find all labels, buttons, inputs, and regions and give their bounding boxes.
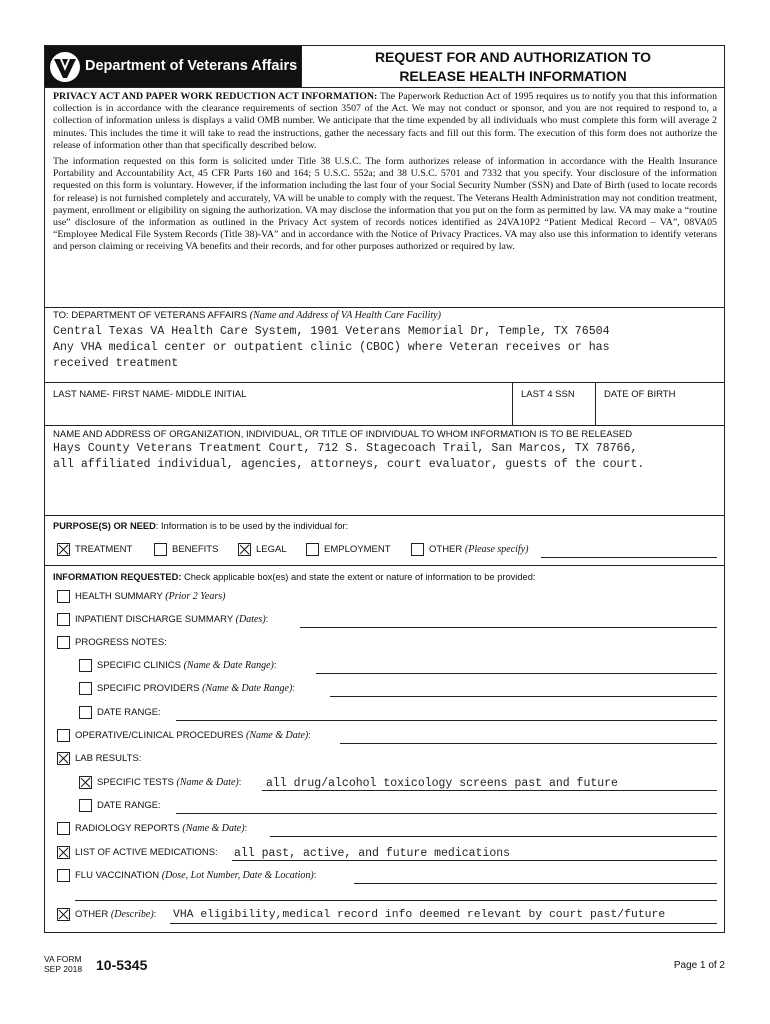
info-heading: INFORMATION REQUESTED: [53, 572, 182, 582]
specific-tests-checkbox[interactable] [79, 776, 92, 789]
specific-tests-text: SPECIFIC TESTS [97, 777, 174, 788]
date-range-1-checkbox[interactable] [79, 706, 92, 719]
operative-hint: (Name & Date) [246, 730, 309, 741]
lab-results-checkbox[interactable] [57, 752, 70, 765]
to-facility-line2[interactable]: Any VHA medical center or outpatient clinic (CBOC) where Veteran receives or has [53, 341, 610, 354]
info-other-label: OTHER (Describe): [75, 909, 157, 920]
name-field[interactable] [44, 382, 513, 426]
date-range-2-label: DATE RANGE: [97, 800, 161, 811]
purpose-text: : Information is to be used by the individual for: [155, 521, 349, 531]
recipient-line2[interactable]: all affiliated individual, agencies, attorneys, court evaluator, guests of the court. [53, 458, 645, 471]
purpose-other-field[interactable] [541, 557, 717, 558]
purpose-other-text: OTHER [429, 544, 463, 555]
agency-name: Department of Veterans Affairs [85, 58, 298, 74]
inpatient-hint: (Dates) [235, 614, 266, 625]
privacy-heading: PRIVACY ACT AND PAPER WORK REDUCTION ACT INFORMATION: [53, 91, 378, 102]
flu-vaccination-field-2[interactable] [75, 900, 717, 901]
info-other-field[interactable]: VHA eligibility,medical record info deemed relevant by court past/future [173, 909, 666, 921]
medications-checkbox[interactable] [57, 846, 70, 859]
specific-providers-text: SPECIFIC PROVIDERS [97, 683, 200, 694]
radiology-checkbox[interactable] [57, 822, 70, 835]
specific-clinics-checkbox[interactable] [79, 659, 92, 672]
to-facility-line1[interactable]: Central Texas VA Health Care System, 1901 Veterans Memorial Dr, Temple, TX 76504 [53, 325, 610, 338]
date-range-1-field[interactable] [176, 720, 717, 721]
inpatient-label: INPATIENT DISCHARGE SUMMARY (Dates): [75, 614, 269, 625]
specific-clinics-field[interactable] [316, 673, 717, 674]
flu-vaccination-field[interactable] [354, 883, 717, 884]
dob-label: DATE OF BIRTH [604, 389, 676, 400]
va-seal-icon [49, 51, 81, 83]
specific-providers-field[interactable] [330, 696, 717, 697]
specific-providers-checkbox[interactable] [79, 682, 92, 695]
purpose-other-checkbox[interactable] [411, 543, 424, 556]
flu-vaccination-hint: (Dose, Lot Number, Date & Location) [161, 870, 314, 881]
operative-checkbox[interactable] [57, 729, 70, 742]
to-label-hint: (Name and Address of VA Health Care Facility) [249, 310, 441, 321]
benefits-checkbox[interactable] [154, 543, 167, 556]
purpose-other-hint: (Please specify) [464, 544, 529, 555]
purpose-heading: PURPOSE(S) OR NEED [53, 521, 156, 531]
privacy-text-1: The Paperwork Reduction Act of 1995 requires us to notify you that this information collection is in accordance with the clearance requirements of section 3507 of the Act. We may not conduct or sponsor, and you are not required to respond to, a collection of information unless is displays a valid OMB number. We anticipate that the time expended by all individuals who must complete this form will average 2 minutes. This includes the time it will take to read the instructions, gather the necessary facts and fill out this form. The execution of this form does not authorize the release of information other than that specifically described below. [53, 91, 718, 151]
info-other-text: OTHER [75, 909, 109, 920]
benefits-label: BENEFITS [172, 544, 219, 555]
legal-label: LEGAL [256, 544, 287, 555]
privacy-paragraph-1 [53, 91, 717, 152]
to-label-text: TO: DEPARTMENT OF VETERANS AFFAIRS [53, 310, 248, 321]
radiology-field[interactable] [270, 836, 717, 837]
purpose-other-label [429, 544, 528, 555]
progress-notes-label: PROGRESS NOTES: [75, 637, 167, 648]
medications-field[interactable]: all past, active, and future medications [234, 847, 511, 860]
header-logo-box [44, 45, 302, 88]
footer-page-number: Page 1 of 2 [673, 960, 725, 971]
ssn-field[interactable] [512, 382, 596, 426]
health-summary-text: HEALTH SUMMARY [75, 591, 163, 602]
specific-tests-line [262, 790, 717, 791]
form-title-line1: REQUEST FOR AND AUTHORIZATION TO [374, 49, 652, 65]
specific-clinics-text: SPECIFIC CLINICS [97, 660, 181, 671]
header-title-box [301, 45, 725, 88]
radiology-label: RADIOLOGY REPORTS (Name & Date): [75, 823, 248, 834]
name-label: LAST NAME- FIRST NAME- MIDDLE INITIAL [53, 389, 247, 400]
footer-form-label-line2: SEP 2018 [44, 964, 83, 974]
flu-vaccination-label: FLU VACCINATION (Dose, Lot Number, Date & Location): [75, 870, 317, 881]
progress-notes-checkbox[interactable] [57, 636, 70, 649]
date-range-2-field[interactable] [176, 813, 717, 814]
specific-tests-label: SPECIFIC TESTS (Name & Date): [97, 777, 242, 788]
info-other-checkbox[interactable] [57, 908, 70, 921]
lab-results-label: LAB RESULTS: [75, 753, 142, 764]
medications-line [232, 860, 717, 861]
flu-vaccination-text: FLU VACCINATION [75, 870, 160, 881]
employment-label: EMPLOYMENT [324, 544, 391, 555]
specific-providers-hint: (Name & Date Range) [202, 683, 293, 694]
inpatient-checkbox[interactable] [57, 613, 70, 626]
medications-label: LIST OF ACTIVE MEDICATIONS: [75, 847, 218, 858]
operative-label: OPERATIVE/CLINICAL PROCEDURES (Name & Date): [75, 730, 311, 741]
radiology-text: RADIOLOGY REPORTS [75, 823, 180, 834]
recipient-label: NAME AND ADDRESS OF ORGANIZATION, INDIVIDUAL, OR TITLE OF INDIVIDUAL TO WHOM INFORMATION IS TO BE RELEASED [53, 429, 633, 440]
health-summary-hint: (Prior 2 Years) [165, 591, 226, 602]
specific-tests-field[interactable]: all drug/alcohol toxicology screens past and future [266, 777, 618, 790]
privacy-section [44, 87, 725, 308]
operative-field[interactable] [340, 743, 717, 744]
specific-tests-hint: (Name & Date) [176, 777, 239, 788]
date-range-1-label: DATE RANGE: [97, 707, 161, 718]
inpatient-text: INPATIENT DISCHARGE SUMMARY [75, 614, 234, 625]
radiology-hint: (Name & Date) [182, 823, 245, 834]
date-range-2-checkbox[interactable] [79, 799, 92, 812]
to-label [53, 310, 441, 321]
footer-form-label [44, 954, 82, 974]
specific-clinics-hint: (Name & Date Range) [183, 660, 274, 671]
info-text: Check applicable box(es) and state the extent or nature of information to be provided: [181, 572, 536, 582]
purpose-label [53, 521, 348, 531]
legal-checkbox[interactable] [238, 543, 251, 556]
info-other-line [170, 923, 717, 924]
employment-checkbox[interactable] [306, 543, 319, 556]
recipient-line1[interactable]: Hays County Veterans Treatment Court, 712 S. Stagecoach Trail, San Marcos, TX 78766, [53, 442, 638, 455]
form-title-line2: RELEASE HEALTH INFORMATION [399, 68, 627, 84]
footer-form-label-line1: VA FORM [44, 954, 82, 964]
info-other-hint: (Describe) [110, 909, 154, 920]
flu-vaccination-checkbox[interactable] [57, 869, 70, 882]
info-label [53, 572, 535, 582]
health-summary-checkbox[interactable] [57, 590, 70, 603]
treatment-checkbox[interactable] [57, 543, 70, 556]
operative-text: OPERATIVE/CLINICAL PROCEDURES [75, 730, 244, 741]
dob-field[interactable] [595, 382, 725, 426]
to-facility-line3[interactable]: received treatment [53, 357, 179, 370]
ssn-label: LAST 4 SSN [521, 389, 575, 400]
health-summary-label [75, 591, 225, 602]
footer-form-number: 10-5345 [96, 957, 148, 973]
treatment-label: TREATMENT [75, 544, 133, 555]
specific-providers-label: SPECIFIC PROVIDERS (Name & Date Range): [97, 683, 295, 694]
inpatient-field[interactable] [300, 627, 717, 628]
specific-clinics-label: SPECIFIC CLINICS (Name & Date Range): [97, 660, 277, 671]
privacy-text-2: The information requested on this form is solicited under Title 38 U.S.C. The form authorizes release of information in accordance with the Health Insurance Portability and Accountability Act, 45 CFR Parts 160 and 164; 5 U.S.C. 552a; and 38 U.S.C. 5701 and 7332 that you specify. Your disclosure of the information requested on this form is voluntary. However, if the information including the last four of your Social Security Number (SSN) and Date of Birth (used to locate records for release) is not furnished completely and accurately, VA will be unable to comply with the request. The Veterans Health Administration may not condition treatment, payment, enrollment or eligibility on signing the authorization. VA may disclose the information that you put on the form as permitted by law. VA may make a “routine use” disclosure of the information as outlined in the Privacy Act system of records notices identified as 24VA10P2 “Patient Medical Record – VA”, 08VA05 “Employee Medical File System Records (Title 38)-VA” and in accordance with the Notice of Privacy Practices. VA may also use this information to identify veterans and person claiming or receiving VA benefits and their records, and for other purposes authorized or required by law. [53, 156, 717, 253]
